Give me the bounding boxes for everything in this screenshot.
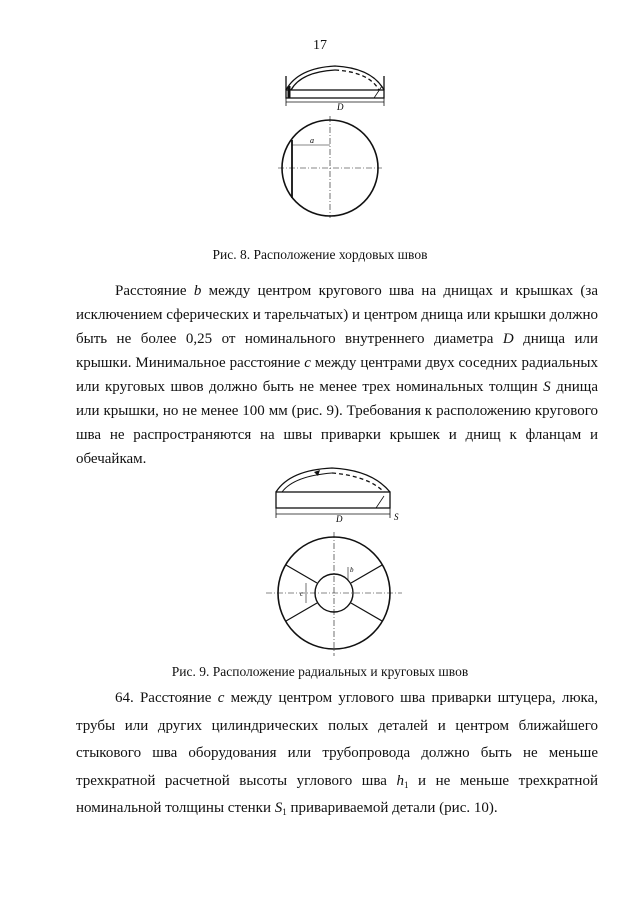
page-number: 17 bbox=[313, 38, 327, 53]
paragraph-1-line: обечайкам. bbox=[76, 451, 147, 467]
figure-8-label-a: a bbox=[310, 136, 314, 145]
paragraph-2-line: трубы или других цилиндрических полых деталей и центром ближайшего bbox=[76, 717, 598, 734]
figure-8-head-profile bbox=[286, 66, 384, 106]
paragraph-2-line: стыкового шва оборудования или трубопровода должно быть не меньше bbox=[76, 745, 598, 761]
figure-9-label-D: D bbox=[336, 514, 343, 524]
figure-8-plan-circle bbox=[278, 116, 382, 218]
figure-9-label-S: S bbox=[394, 512, 399, 522]
paragraph-2-line: 64. Расстояние c между центром углового шва приварки штуцера, люка, bbox=[115, 690, 598, 706]
paragraph-1-line: шва не распространяются на швы приварки крышек и днищ к фланцам и bbox=[76, 427, 598, 443]
paragraph-2-line: трехкратной расчетной высоты углового шва $h_1$ и не меньше трехкратной bbox=[76, 772, 598, 790]
figure-9-caption: Рис. 9. Расположение радиальных и круговых швов bbox=[171, 664, 469, 679]
figure-8-drawing bbox=[270, 58, 400, 218]
figure-9-head-profile bbox=[276, 468, 390, 518]
figure-9-plan-circle bbox=[266, 532, 402, 656]
paragraph-1-line: или круговых швов должно быть не менее трех номинальных толщин S днища bbox=[76, 379, 598, 395]
paragraph-1-line: Расстояние b между центром кругового шва на днищах и крышках (за bbox=[115, 283, 599, 299]
figure-8-caption: Рис. 8. Расположение хордовых швов bbox=[212, 247, 428, 262]
paragraph-2 bbox=[76, 685, 598, 823]
paragraph-2-line: номинальной толщины стенки $S_1$ привариваемой детали (рис. 10). bbox=[76, 800, 498, 817]
figure-8-label-D: D bbox=[337, 102, 344, 112]
paragraph-1 bbox=[76, 279, 598, 471]
paragraph-1-line: или крышки, но не менее 100 мм (рис. 9). Требования к расположению кругового bbox=[76, 403, 598, 419]
figure-9-drawing bbox=[260, 462, 410, 662]
paragraph-1-line: быть не более 0,25 от номинального внутреннего диаметра D днища или bbox=[76, 331, 598, 347]
paragraph-1-line: исключением сферических и тарельчатых) и центром днища или крышки должно bbox=[76, 307, 598, 323]
paragraph-1-line: крышки. Минимальное расстояние c между центрами двух соседних радиальных bbox=[76, 355, 598, 371]
figure-9-label-b: b bbox=[350, 566, 354, 574]
figure-9-label-c: c bbox=[300, 590, 304, 598]
